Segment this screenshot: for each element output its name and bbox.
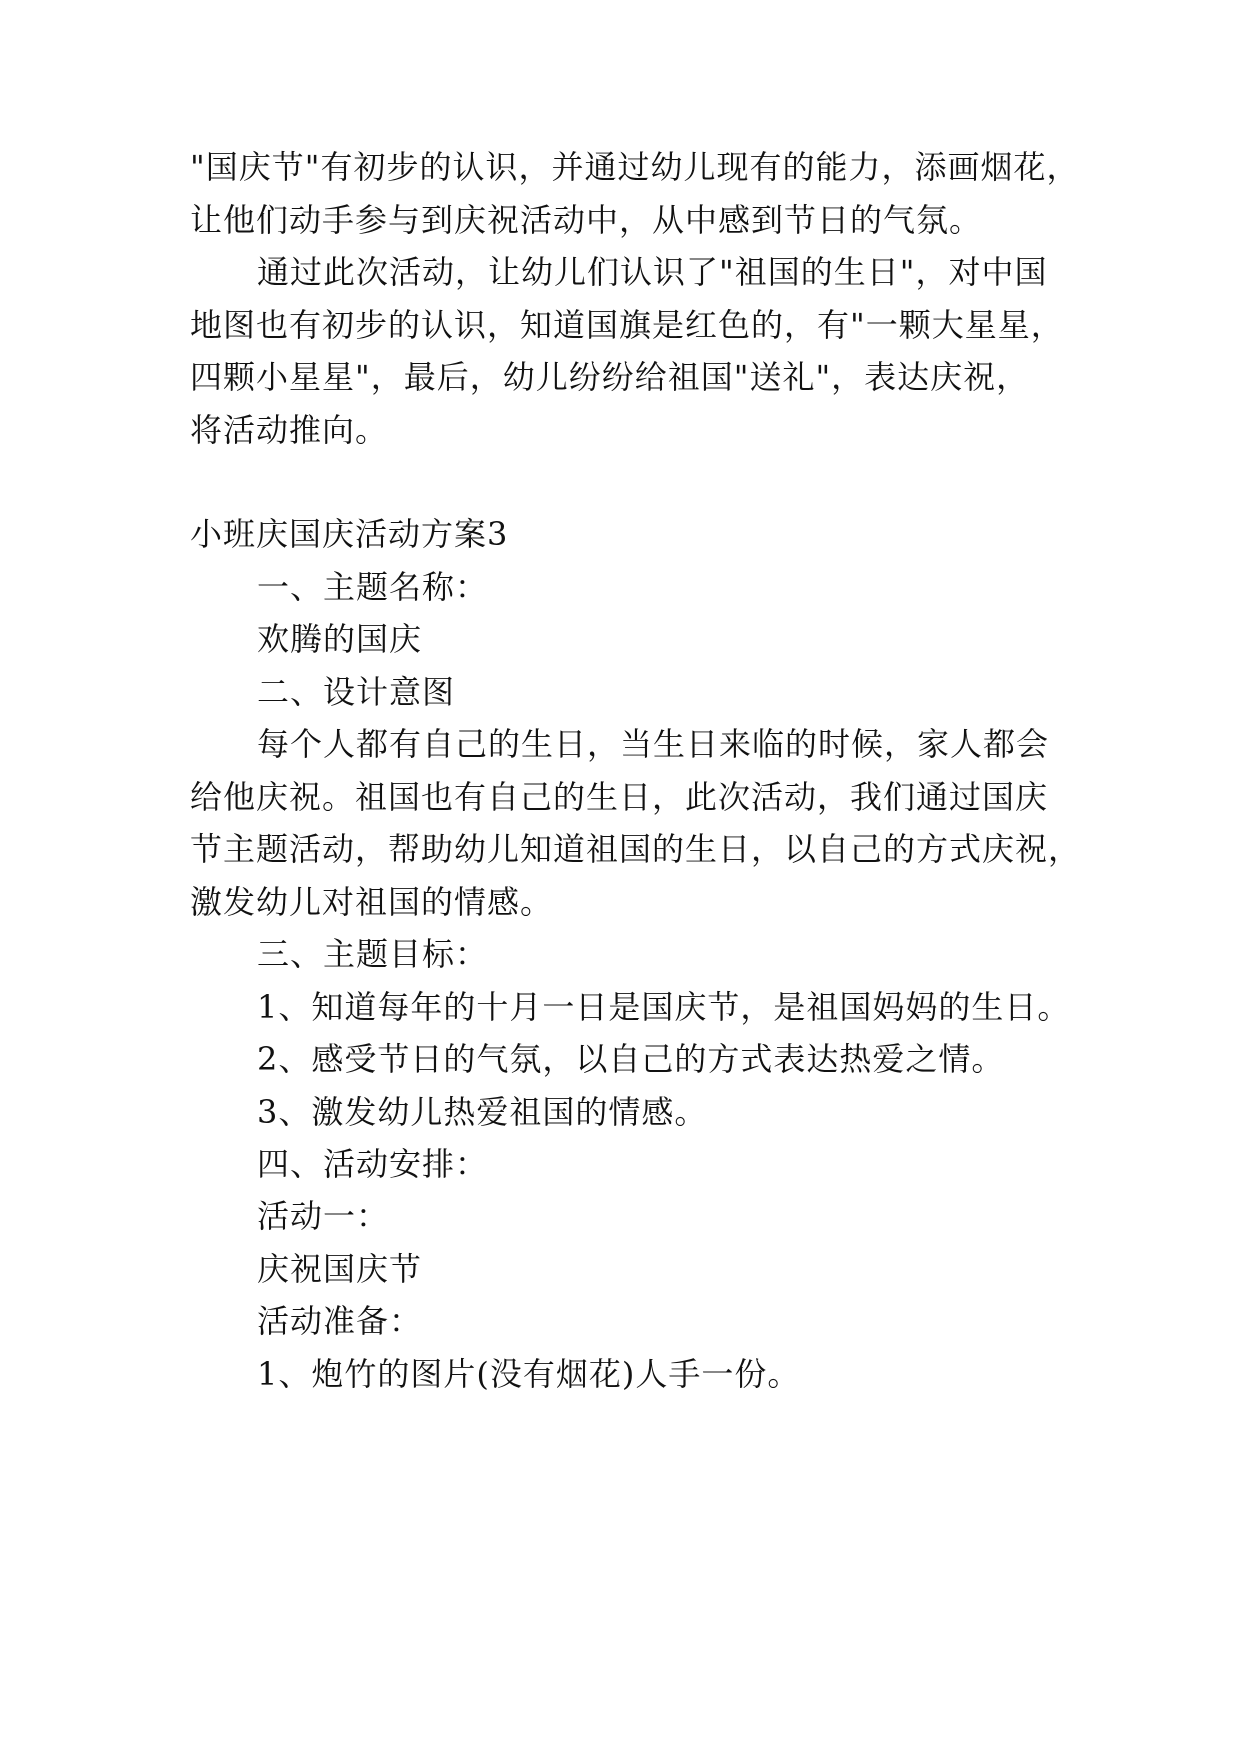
paragraph-line: 四颗小星星"，最后，幼儿纷纷给祖国"送礼"，表达庆祝， bbox=[190, 358, 1030, 396]
arrangement-heading: 四、活动安排： bbox=[257, 1145, 489, 1183]
section-title: 小班庆国庆活动方案3 bbox=[190, 515, 509, 553]
paragraph-line: 激发幼儿对祖国的情感。 bbox=[190, 883, 554, 921]
goal-item: 2、感受节日的气氛，以自己的方式表达热爱之情。 bbox=[257, 1040, 1005, 1078]
goal-item: 1、知道每年的十月一日是国庆节，是祖国妈妈的生日。 bbox=[257, 988, 1071, 1026]
design-heading: 二、设计意图 bbox=[257, 673, 456, 711]
paragraph-line: 每个人都有自己的生日，当生日来临的时候，家人都会 bbox=[257, 725, 1050, 763]
theme-name-heading: 一、主题名称： bbox=[257, 568, 489, 606]
paragraph-line: 将活动推向。 bbox=[190, 411, 389, 449]
prep-item: 1、炮竹的图片(没有烟花)人手一份。 bbox=[257, 1355, 801, 1393]
paragraph-line: 节主题活动，帮助幼儿知道祖国的生日，以自己的方式庆祝， bbox=[190, 830, 1082, 868]
goal-item: 3、激发幼儿热爱祖国的情感。 bbox=[257, 1093, 708, 1131]
prep-heading: 活动准备： bbox=[257, 1302, 423, 1340]
paragraph-line: "国庆节"有初步的认识，并通过幼儿现有的能力，添画烟花， bbox=[190, 148, 1080, 186]
theme-name: 欢腾的国庆 bbox=[257, 620, 423, 658]
paragraph-line: 通过此次活动，让幼儿们认识了"祖国的生日"，对中国 bbox=[257, 253, 1048, 291]
activity-title: 庆祝国庆节 bbox=[257, 1250, 423, 1288]
paragraph-line: 给他庆祝。祖国也有自己的生日，此次活动，我们通过国庆 bbox=[190, 778, 1049, 816]
paragraph-line: 让他们动手参与到庆祝活动中，从中感到节日的气氛。 bbox=[190, 201, 983, 239]
goals-heading: 三、主题目标： bbox=[257, 935, 489, 973]
activity-label: 活动一： bbox=[257, 1197, 390, 1235]
paragraph-line: 地图也有初步的认识，知道国旗是红色的，有"一颗大星星， bbox=[190, 306, 1064, 344]
